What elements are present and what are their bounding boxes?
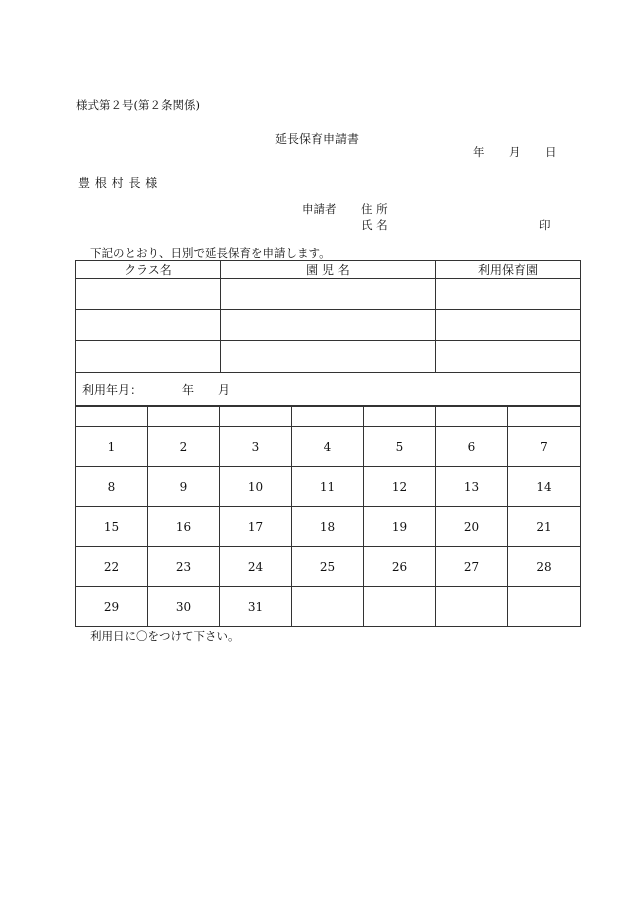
calendar-day-cell[interactable]: 16: [148, 507, 220, 547]
children-table: [75, 260, 581, 407]
name-label: 氏 名: [361, 218, 388, 232]
child-name-cell[interactable]: [221, 279, 436, 310]
date-year-label: 年: [473, 145, 485, 159]
calendar-day-cell[interactable]: 18: [292, 507, 364, 547]
calendar-day-cell[interactable]: 8: [76, 467, 148, 507]
calendar-day-cell[interactable]: 27: [436, 547, 508, 587]
table-row: [76, 310, 581, 341]
calendar-day-cell[interactable]: 3: [220, 427, 292, 467]
calendar-day-cell[interactable]: [364, 587, 436, 627]
date-day-label: 日: [545, 145, 557, 159]
calendar-day-cell[interactable]: 7: [508, 427, 581, 467]
table-row: [76, 341, 581, 373]
weekday-cell[interactable]: [508, 406, 581, 427]
weekday-cell[interactable]: [220, 406, 292, 427]
weekday-cell[interactable]: [436, 406, 508, 427]
class-name-cell[interactable]: [76, 310, 221, 341]
calendar-day-cell[interactable]: 13: [436, 467, 508, 507]
calendar-day-cell[interactable]: 30: [148, 587, 220, 627]
class-name-cell[interactable]: [76, 341, 221, 373]
calendar-day-cell[interactable]: 9: [148, 467, 220, 507]
usage-month-label: 利用年月：: [82, 383, 143, 397]
intro-text: 下記のとおり、日別で延長保育を申請します。: [90, 246, 331, 260]
calendar-day-cell[interactable]: 26: [364, 547, 436, 587]
calendar-day-cell[interactable]: 1: [76, 427, 148, 467]
weekday-cell[interactable]: [148, 406, 220, 427]
calendar-day-cell[interactable]: [436, 587, 508, 627]
calendar-day-cell[interactable]: 2: [148, 427, 220, 467]
weekday-cell[interactable]: [292, 406, 364, 427]
class-name-cell[interactable]: [76, 279, 221, 310]
footnote: 利用日に〇をつけて下さい。: [90, 629, 240, 643]
weekday-cell[interactable]: [76, 406, 148, 427]
calendar-day-cell[interactable]: 20: [436, 507, 508, 547]
address-label: 住 所: [361, 202, 388, 216]
calendar-day-cell[interactable]: 17: [220, 507, 292, 547]
child-name-cell[interactable]: [221, 310, 436, 341]
calendar-day-cell[interactable]: 21: [508, 507, 581, 547]
calendar-day-cell[interactable]: 12: [364, 467, 436, 507]
calendar-day-cell[interactable]: 10: [220, 467, 292, 507]
document-title: 延長保育申請書: [275, 132, 360, 146]
calendar-week-row: [76, 587, 581, 627]
calendar-weekday-row: [76, 406, 581, 427]
nursery-cell[interactable]: [436, 279, 581, 310]
calendar-day-cell[interactable]: 14: [508, 467, 581, 507]
children-table-header: [76, 261, 581, 279]
date-month-label: 月: [509, 145, 521, 159]
calendar-week-row: [76, 507, 581, 547]
usage-month-cell[interactable]: [76, 373, 581, 407]
calendar-body: [76, 427, 581, 627]
calendar-day-cell[interactable]: 28: [508, 547, 581, 587]
calendar-day-cell[interactable]: 19: [364, 507, 436, 547]
calendar-day-cell[interactable]: 5: [364, 427, 436, 467]
seal-mark: 印: [539, 218, 551, 232]
calendar-day-cell[interactable]: 11: [292, 467, 364, 507]
calendar-day-cell[interactable]: [292, 587, 364, 627]
usage-month-unit: 月: [218, 383, 231, 397]
weekday-cell[interactable]: [364, 406, 436, 427]
calendar-day-cell[interactable]: 23: [148, 547, 220, 587]
nursery-cell[interactable]: [436, 341, 581, 373]
usage-year-label: 年: [182, 383, 195, 397]
calendar-day-cell[interactable]: 4: [292, 427, 364, 467]
header-nursery: 利用保育園: [436, 261, 581, 279]
calendar-week-row: [76, 427, 581, 467]
table-row: [76, 279, 581, 310]
applicant-label: 申請者: [302, 202, 337, 216]
header-child-name: 園 児 名: [221, 261, 436, 279]
calendar-day-cell[interactable]: 25: [292, 547, 364, 587]
header-class-name: クラス名: [76, 261, 221, 279]
child-name-cell[interactable]: [221, 341, 436, 373]
calendar-day-cell[interactable]: 15: [76, 507, 148, 547]
nursery-cell[interactable]: [436, 310, 581, 341]
calendar-day-cell[interactable]: 22: [76, 547, 148, 587]
usage-month-row: [76, 373, 581, 407]
calendar-week-row: [76, 467, 581, 507]
calendar-day-cell[interactable]: 6: [436, 427, 508, 467]
calendar-day-cell[interactable]: [508, 587, 581, 627]
calendar-week-row: [76, 547, 581, 587]
calendar-table: [75, 405, 581, 627]
calendar-day-cell[interactable]: 29: [76, 587, 148, 627]
form-number: 様式第２号(第２条関係): [76, 98, 200, 112]
calendar-day-cell[interactable]: 24: [220, 547, 292, 587]
calendar-day-cell[interactable]: 31: [220, 587, 292, 627]
addressee: 豊 根 村 長 様: [78, 176, 158, 190]
